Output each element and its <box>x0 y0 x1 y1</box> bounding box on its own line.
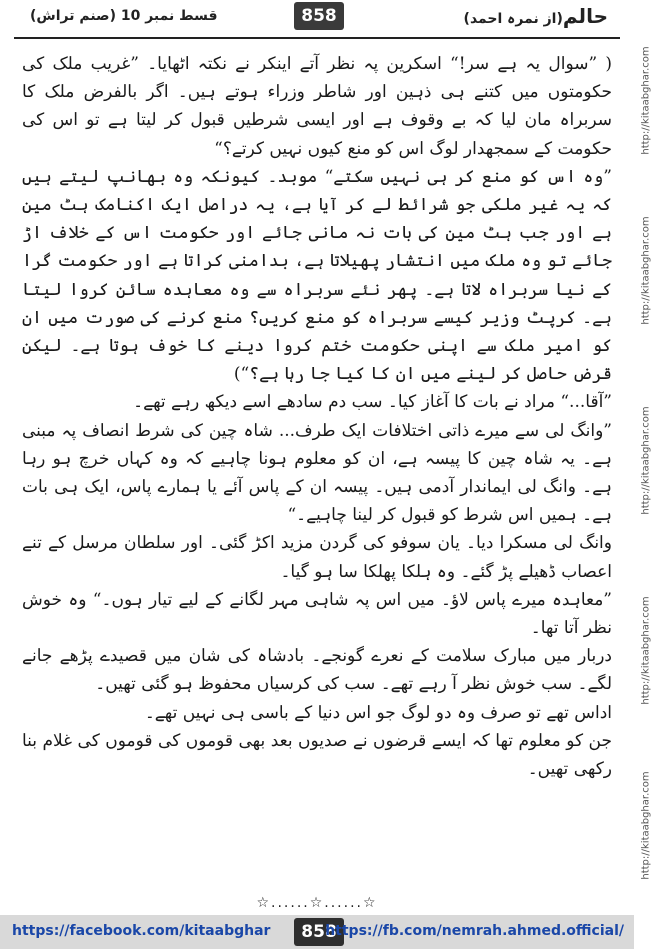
footer-page-number: 858 <box>294 918 344 946</box>
paragraph: ”معاہدہ میرے پاس لاؤ۔ میں اس پہ شاہی مہر لگانے کے لیے تیار ہوں۔“ وہ خوش نظر آتا تھا۔ <box>22 589 612 639</box>
paragraph: جن کو معلوم تھا کہ ایسے قرضوں نے صدیوں بعد بھی قوموں کی قوموں کی غلام بنا رکھی تھیں۔ <box>22 730 612 780</box>
side-watermark: http://kitaabghar.com <box>640 46 651 155</box>
header-divider <box>14 37 620 39</box>
paragraph: اداس تھے تو صرف وہ دو لوگ جو اس دنیا کے باسی ہی نہیں تھے۔ <box>144 702 612 723</box>
paragraph: ”وانگ لی سے میرے ذاتی اختلافات ایک طرف... شاہ چین کی شرط انصاف پہ مبنی ہے۔ یہ شاہ چین کا پیسہ ہے، ان کو معلوم ہونا چاہیے کہ وہ کہاں خرچ ہو رہا ہے۔ وانگ لی ایماندار آدمی ہیں۔ پیسہ ان کے پاس آئے یا ہمارے پاس، ایک ہی بات ہے۔ ہمیں اس شرط کو قبول کر لینا چاہیے۔“ <box>22 420 612 526</box>
page-number-badge: 858 <box>294 2 344 30</box>
paragraph: ”آقا...“ مراد نے بات کا آغاز کیا۔ سب دم سادھے اسے دیکھ رہے تھے۔ <box>133 392 612 413</box>
side-watermark: http://kitaabghar.com <box>640 216 651 325</box>
paragraph: دربار میں مبارک سلامت کے نعرے گونجے۔ بادشاہ کی شان میں قصیدے پڑھے جانے لگے۔ سب خوش نظر آ رہے تھے۔ سب کی کرسیاں محفوظ ہو گئی تھیں۔ <box>22 646 612 695</box>
side-watermark: http://kitaabghar.com <box>640 771 651 880</box>
facebook-link[interactable]: https://facebook.com/kitaabghar <box>12 923 271 939</box>
page-footer <box>0 915 634 949</box>
side-watermark: http://kitaabghar.com <box>640 406 651 515</box>
side-watermark: http://kitaabghar.com <box>640 596 651 705</box>
novel-title: حالم(از نمرہ احمد) <box>463 4 608 28</box>
paragraph: ”وہ اس کو منع کر ہی نہیں سکتے“ موبد۔ کیونکہ وہ بھانپ لیتے ہیں کہ یہ غیر ملکی جو شرائط لے کر آیا ہے، یہ دراصل ایک اکنامک ہٹ مین ہے اور جب ہٹ مین کی بات نہ مانی جائے اور حکومت اس کے خلاف اڑ جائے تو وہ ملک میں انتشار پھیلاتا ہے، بدامنی کراتا ہے اور حکومت گرا کے نیا سربراہ لاتا ہے۔ پھر نئے سربراہ سے وہ معاہدہ سائن کروا لیتا ہے۔ کرپٹ وزیر کیسے سربراہ کو منع کریں؟ منع کرنے کی صورت میں ان کو امیر ملک سے اپنی حکومت ختم کروا دینے کا خوف ہوتا ہے۔ لیکن قرض حاصل کر لینے میں ان کا کیا جا رہا ہے؟“) <box>22 166 612 385</box>
page-header <box>0 0 634 42</box>
story-text <box>22 50 612 783</box>
author-link[interactable]: https://fb.com/nemrah.ahmed.official/ <box>325 923 624 939</box>
paragraph: ( ”سوال یہ ہے سر!“ اسکرین پہ نظر آتے اینکر نے نکتہ اٹھایا۔ ”غریب ملک کی حکومتوں میں کتنے ہی ذہین اور شاطر وزراء ہوتے ہیں۔ اگر بالفرض ملک کا سربراہ مان لیا کہ بے وقوف ہے اور ایسی شرطیں قبول کر لیتا ہے تو اس کی حکومت کے سمجھدار لوگ اس کو منع کیوں نہیں کرتے؟“ <box>22 54 612 159</box>
section-separator: ☆......☆......☆ <box>256 895 378 911</box>
paragraph: وانگ لی مسکرا دیا۔ یان سوفو کی گردن مزید اکڑ گئی۔ اور سلطان مرسل کے تنے اعصاب ڈھیلے پڑ گئے۔ وہ ہلکا پھلکا سا ہو گیا۔ <box>22 533 612 582</box>
episode-label: قسط نمبر 10 (صنم تراش) <box>30 8 218 24</box>
